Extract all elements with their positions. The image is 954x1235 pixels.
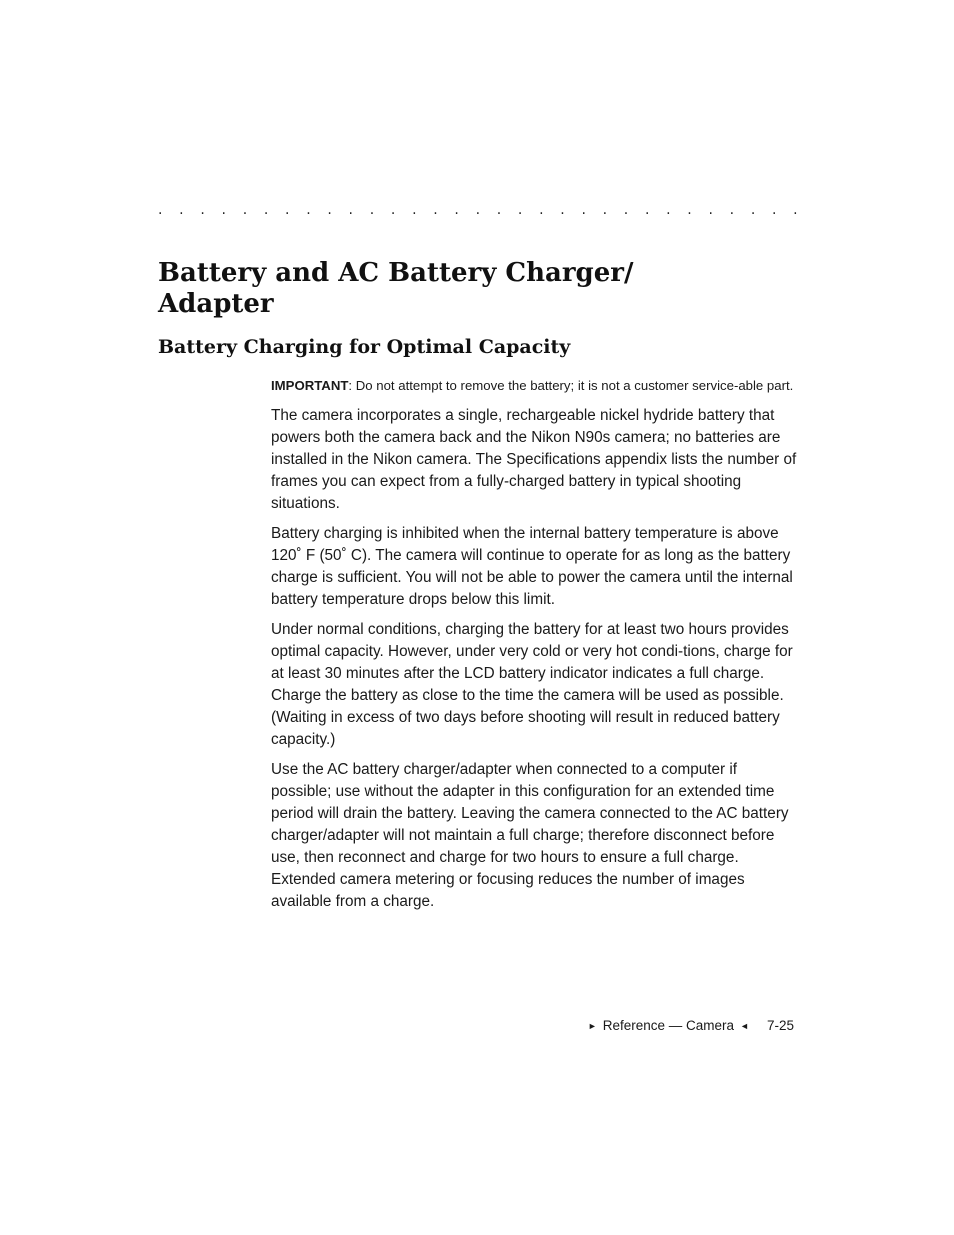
dotted-separator — [158, 200, 798, 220]
separator-dot: . — [708, 202, 713, 218]
section-subtitle: Battery Charging for Optimal Capacity — [158, 336, 571, 358]
separator-dot: . — [158, 202, 163, 218]
separator-dot: . — [602, 202, 608, 218]
separator-dot: . — [793, 202, 798, 218]
separator-dot: . — [560, 202, 565, 218]
separator-dot: . — [327, 202, 332, 218]
separator-dot: . — [666, 202, 671, 218]
separator-dot: . — [581, 202, 586, 218]
separator-dot: . — [454, 202, 459, 218]
body-column — [271, 377, 797, 921]
paragraph-adapter-usage: Use the AC battery charger/adapter when connected to a computer if possible; use without the adapter in this configuration for an extended time period will drain the battery. Leaving the camera connected to the AC battery charger/adapter will not maintain a full charge; therefore disconnect before use, then reconnect and charge for two hours to ensure a full charge. Extended camera metering or focusing reduces the number of images available from a charge. — [271, 761, 789, 910]
separator-dot: . — [687, 202, 692, 218]
paragraph-temperature: Battery charging is inhibited when the internal battery temperature is above 120˚ F (50˚ C). The camera will continue to operate for as long as the battery charge is sufficient. You will not be able to power the camera until the internal battery temperature drops below this limit. — [271, 525, 793, 608]
separator-dot: . — [623, 202, 629, 218]
footer-section-label: Reference — Camera — [602, 1018, 735, 1033]
left-pointer-icon: ◄ — [740, 1021, 749, 1031]
separator-dot: . — [263, 202, 269, 218]
separator-dot: . — [306, 202, 311, 218]
separator-dot: . — [539, 202, 544, 218]
important-label: IMPORTANT — [271, 378, 349, 393]
separator-dot: . — [179, 202, 184, 218]
separator-dot: . — [200, 202, 205, 218]
separator-dot: . — [348, 202, 353, 218]
separator-dot: . — [475, 202, 481, 218]
separator-dot: . — [433, 202, 438, 218]
separator-dot: . — [369, 202, 375, 218]
separator-dot: . — [221, 202, 226, 218]
separator-dot: . — [644, 202, 650, 218]
page-title: Battery and AC Battery Charger/ Adapter — [158, 258, 634, 319]
separator-dot: . — [242, 202, 248, 218]
page-footer — [588, 1016, 794, 1036]
important-note — [271, 377, 797, 395]
separator-dot: . — [496, 202, 502, 218]
separator-dot: . — [412, 202, 417, 218]
important-text: : Do not attempt to remove the battery; it is not a customer service-able part. — [348, 378, 794, 393]
right-pointer-icon: ► — [587, 1021, 597, 1031]
page-number: 7-25 — [766, 1018, 794, 1033]
separator-dot: . — [390, 202, 396, 218]
paragraph-charging-time: Under normal conditions, charging the battery for at least two hours provides optimal capacity. However, under very cold or very hot condi-tions, charge for at least 30 minutes after the LCD battery indicator indicates a full charge. Charge the battery as close to the time the camera will be used as possible. (Waiting in excess of two days before shooting will result in reduced battery capacity.) — [271, 621, 793, 748]
separator-dot: . — [285, 202, 290, 218]
separator-dot: . — [729, 202, 735, 218]
separator-dot: . — [750, 202, 756, 218]
separator-dot: . — [771, 202, 777, 218]
paragraph-battery-overview: The camera incorporates a single, rechargeable nickel hydride battery that powers both the camera back and the Nikon N90s camera; no batteries are installed in the Nikon camera. The Specifications appendix lists the number of frames you can expect from a fully-charged battery in typical shooting situations. — [271, 407, 797, 512]
separator-dot: . — [517, 202, 523, 218]
